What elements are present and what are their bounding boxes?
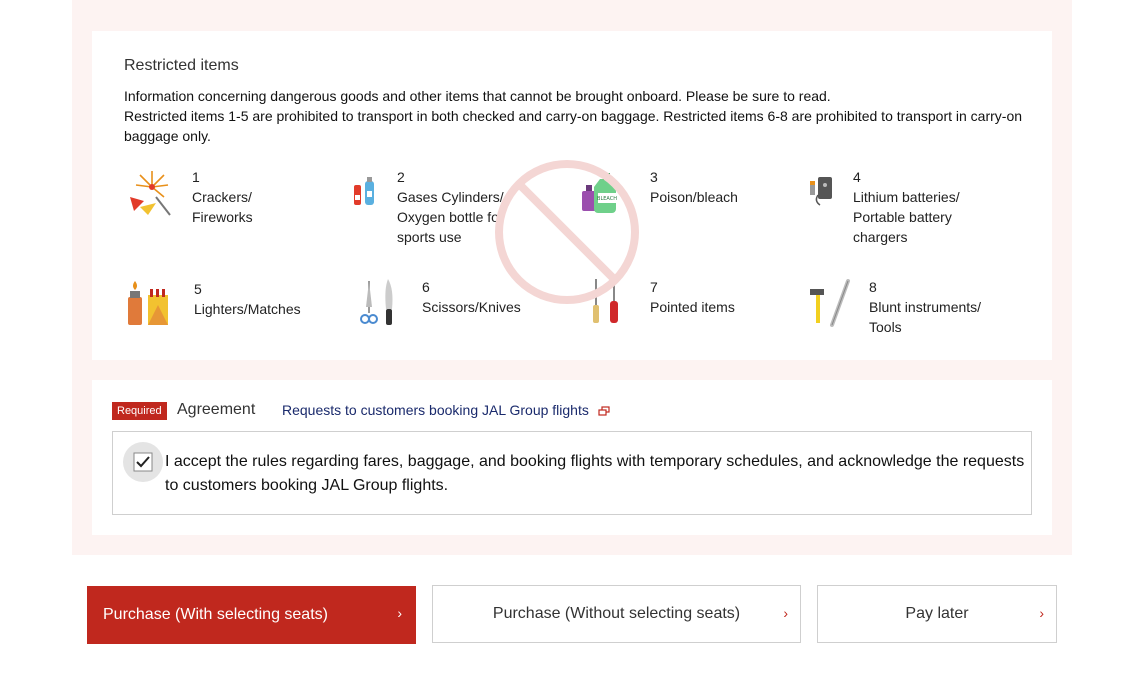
item-number: 8 [869, 279, 877, 295]
item-label: Blunt instruments/ [869, 299, 982, 315]
pay-later-button[interactable] [817, 585, 1057, 643]
agreement-title: Agreement [177, 401, 256, 418]
item-number: 6 [422, 279, 430, 295]
restricted-item-lighters-matches [126, 279, 336, 359]
item-label: Scissors/Knives [422, 299, 521, 315]
restricted-item-fireworks [126, 167, 336, 247]
item-label: Oxygen bottle for [397, 209, 504, 225]
chevron-right-icon: › [783, 605, 788, 621]
external-link-icon [598, 406, 610, 416]
restricted-items-intro [124, 86, 1039, 146]
intro-line-2: Restricted items 1-5 are prohibited to transport in both checked and carry-on baggage. Restricted items 6-8 are prohibited to transport in carry-on baggage only. [124, 108, 1023, 144]
scissors-knife-icon [360, 277, 412, 329]
purchase-without-seats-button[interactable] [432, 585, 801, 643]
item-label: Pointed items [650, 299, 735, 315]
item-label: Fireworks [192, 209, 253, 225]
item-label: chargers [853, 229, 908, 245]
required-badge: Required [112, 402, 167, 420]
chevron-right-icon: › [1039, 605, 1044, 621]
checkmark-icon [133, 452, 153, 472]
item-label: Lighters/Matches [194, 301, 301, 317]
item-number: 5 [194, 281, 202, 297]
item-label: sports use [397, 229, 462, 245]
item-label: Lithium batteries/ [853, 189, 960, 205]
item-label: Tools [869, 319, 902, 335]
hammer-tools-icon [808, 277, 860, 329]
item-number: 2 [397, 169, 405, 185]
chevron-right-icon: › [397, 605, 402, 621]
restricted-item-lithium-batteries [808, 167, 1018, 247]
item-label: Poison/bleach [650, 189, 738, 205]
purchase-with-seats-label: Purchase (With selecting seats) [103, 606, 328, 623]
pay-later-label: Pay later [905, 605, 969, 622]
purchase-with-seats-button[interactable] [87, 586, 416, 644]
lighter-matches-icon [126, 279, 178, 331]
item-label: Gases Cylinders/ [397, 189, 504, 205]
item-label: Crackers/ [192, 189, 252, 205]
jal-requests-link-text: Requests to customers booking JAL Group flights [282, 402, 589, 418]
fireworks-icon [126, 167, 178, 219]
purchase-without-seats-label: Purchase (Without selecting seats) [492, 605, 741, 622]
item-number: 7 [650, 279, 658, 295]
intro-line-1: Information concerning dangerous goods and other items that cannot be brought onboard. Please be sure to read. [124, 88, 831, 104]
agreement-panel [92, 380, 1052, 535]
agreement-box [112, 431, 1032, 515]
item-number: 4 [853, 169, 861, 185]
accept-text: I accept the rules regarding fares, baggage, and booking flights with temporary schedules, and acknowledge the requests to customers booking JAL Group flights. [165, 453, 1025, 494]
prohibited-watermark-icon [494, 159, 640, 305]
item-number: 3 [650, 169, 658, 185]
svg-text:BLEACH: BLEACH [597, 196, 617, 202]
restricted-item-blunt-instruments [808, 277, 1018, 357]
item-label: Portable battery [853, 209, 952, 225]
item-number: 1 [192, 169, 200, 185]
jal-requests-link[interactable] [282, 402, 610, 418]
accept-checkbox[interactable] [123, 442, 163, 482]
restricted-items-title: Restricted items [124, 57, 239, 74]
